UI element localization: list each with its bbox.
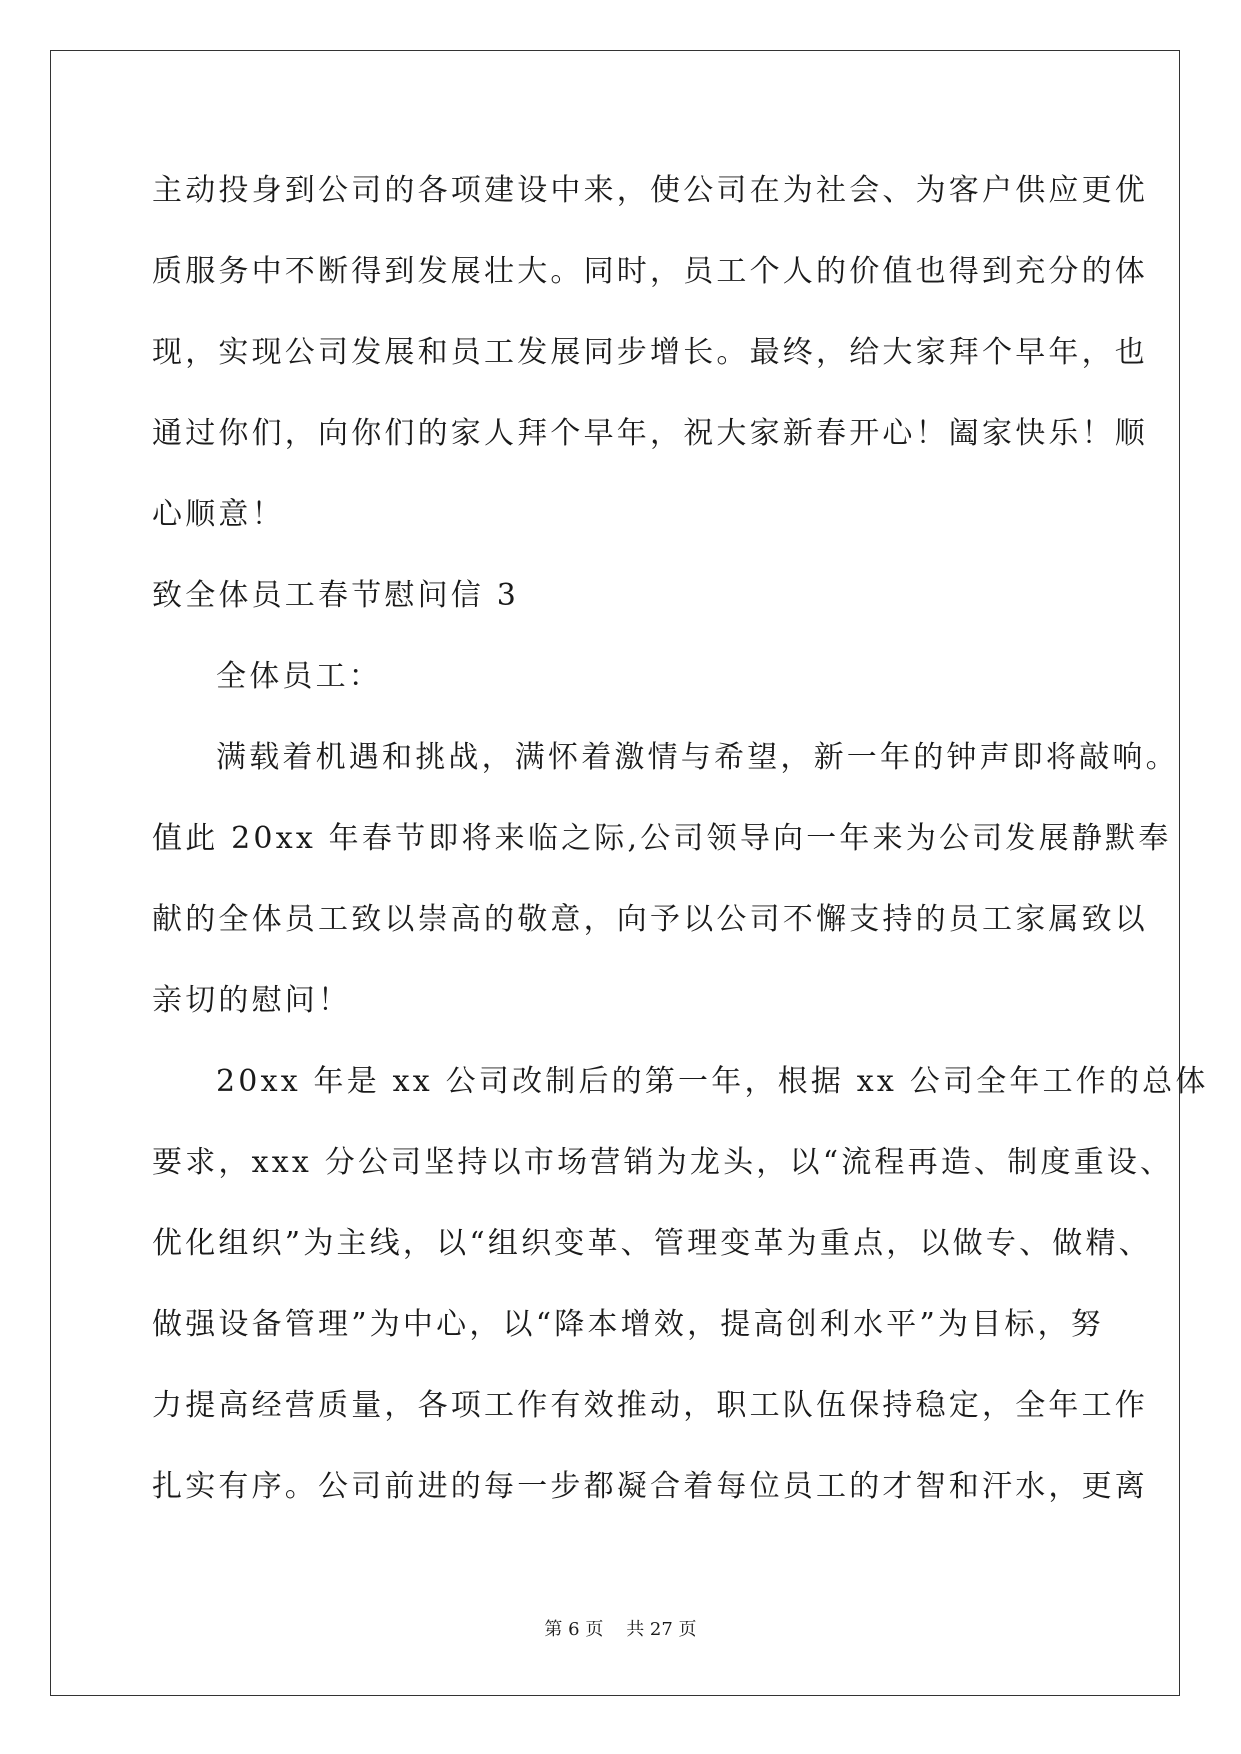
body-line: 值此 20xx 年春节即将来临之际,公司领导向一年来为公司发展静默奉 [152,821,1172,856]
body-line: 亲切的慰问！ [152,983,352,1018]
body-line: 质服务中不断得到发展壮大。同时，员工个人的价值也得到充分的体 [152,254,1148,289]
body-line: 满载着机遇和挑战，满怀着激情与希望，新一年的钟声即将敲响。 [216,740,1179,775]
page-number-footer: 第 6 页 共 27 页 [544,1619,697,1640]
body-line: 通过你们，向你们的家人拜个早年，祝大家新春开心！阖家快乐！顺 [152,416,1148,451]
body-line: 优化组织”为主线，以“组织变革、管理变革为重点，以做专、做精、 [152,1226,1152,1261]
body-line: 现，实现公司发展和员工发展同步增长。最终，给大家拜个早年，也 [152,335,1148,370]
body-line: 力提高经营质量，各项工作有效推动，职工队伍保持稳定，全年工作 [152,1388,1148,1423]
body-line: 要求，xxx 分公司坚持以市场营销为龙头，以“流程再造、制度重设、 [152,1145,1174,1180]
body-line: 献的全体员工致以崇高的敬意，向予以公司不懈支持的员工家属致以 [152,902,1148,937]
body-line: 主动投身到公司的各项建设中来，使公司在为社会、为客户供应更优 [152,173,1148,208]
body-line: 20xx 年是 xx 公司改制后的第一年，根据 xx 公司全年工作的总体 [216,1064,1209,1099]
body-line: 扎实有序。公司前进的每一步都凝合着每位员工的才智和汗水，更离 [152,1469,1148,1504]
section-title: 致全体员工春节慰问信 3 [152,578,520,613]
body-line: 做强设备管理”为中心，以“降本增效，提高创利水平”为目标，努 [152,1307,1105,1342]
document-body [152,166,1209,1543]
body-line: 心顺意！ [152,497,285,532]
salutation: 全体员工： [216,659,382,694]
